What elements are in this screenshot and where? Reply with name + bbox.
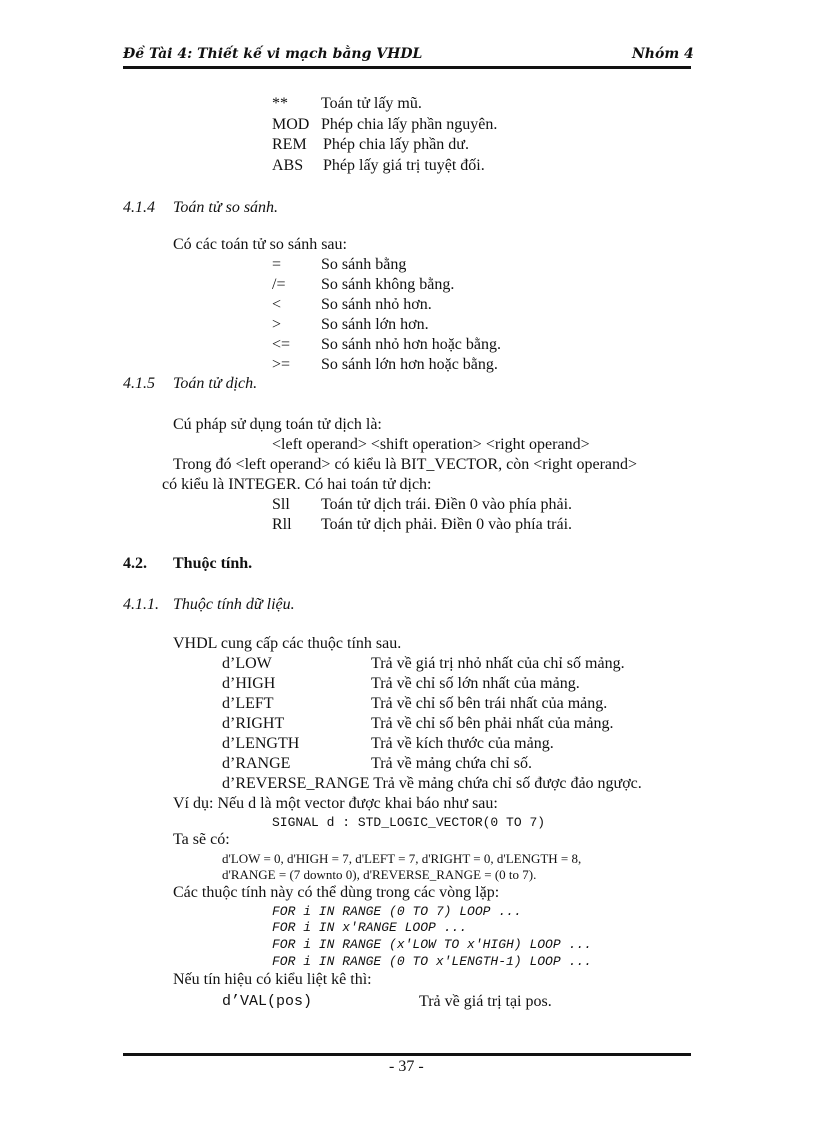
paragraph: có kiểu là INTEGER. Có hai toán tử dịch: xyxy=(162,476,432,493)
op-symbol: <= xyxy=(272,336,291,353)
section-title: Toán tử so sánh. xyxy=(173,199,279,216)
op-desc: So sánh bằng xyxy=(321,256,407,273)
op-desc: Phép lấy giá trị tuyệt đối. xyxy=(323,157,485,174)
section-title: Thuộc tính dữ liệu. xyxy=(173,596,295,613)
op-desc: Phép chia lấy phần dư. xyxy=(323,136,469,153)
header-rule xyxy=(123,66,691,69)
attr-name: d’LOW xyxy=(222,655,272,672)
code-line: SIGNAL d : STD_LOGIC_VECTOR(0 TO 7) xyxy=(272,815,546,830)
section-number: 4.1.5 xyxy=(123,375,155,392)
code-line: FOR i IN RANGE (0 TO 7) LOOP ... xyxy=(272,904,522,919)
attr-desc: Trả về giá trị nhỏ nhất của chỉ số mảng. xyxy=(371,655,625,672)
op-desc: So sánh lớn hơn hoặc bằng. xyxy=(321,356,498,373)
op-symbol: > xyxy=(272,316,282,333)
op-desc: Phép chia lấy phần nguyên. xyxy=(321,116,498,133)
op-desc: So sánh nhỏ hơn hoặc bằng. xyxy=(321,336,501,353)
code-line: FOR i IN RANGE (0 TO x'LENGTH-1) LOOP ... xyxy=(272,954,592,969)
page-number: - 37 - xyxy=(389,1058,424,1075)
attr-desc: Trả về kích thước của mảng. xyxy=(371,735,554,752)
paragraph: Trong đó <left operand> có kiểu là BIT_VECTOR, còn <right operand> xyxy=(173,456,638,473)
attr-line: d’REVERSE_RANGE Trả về mảng chứa chỉ số được đảo ngược. xyxy=(222,775,642,792)
attr-desc: Trả về mảng chứa chỉ số. xyxy=(371,755,532,772)
result-line: d'LOW = 0, d'HIGH = 7, d'LEFT = 7, d'RIGHT = 0, d'LENGTH = 8, xyxy=(222,851,582,866)
attr-name: d’RIGHT xyxy=(222,715,285,732)
footer-rule xyxy=(123,1053,691,1056)
result-line: d'RANGE = (7 downto 0), d'REVERSE_RANGE = (0 to 7). xyxy=(222,867,537,882)
paragraph: Các thuộc tính này có thể dùng trong các vòng lặp: xyxy=(173,884,500,901)
attr-name: d’RANGE xyxy=(222,755,291,772)
syntax-line: <left operand> <shift operation> <right operand> xyxy=(272,436,590,453)
header-group: Nhóm 4 xyxy=(632,46,694,62)
header-title: Đề Tài 4: Thiết kế vi mạch bằng VHDL xyxy=(123,46,423,62)
op-desc: So sánh không bằng. xyxy=(321,276,455,293)
op-desc: So sánh lớn hơn. xyxy=(321,316,429,333)
attr-desc: Trả về chỉ số lớn nhất của mảng. xyxy=(371,675,580,692)
attr-desc: Trả về chỉ số bên phải nhất của mảng. xyxy=(371,715,614,732)
paragraph: VHDL cung cấp các thuộc tính sau. xyxy=(173,635,402,652)
section-title: Thuộc tính. xyxy=(173,555,253,572)
section-title: Toán tử dịch. xyxy=(173,375,258,392)
op-symbol: REM xyxy=(272,136,307,153)
op-symbol: Rll xyxy=(272,516,292,533)
paragraph: Ta sẽ có: xyxy=(173,831,230,848)
attr-name: d’LEFT xyxy=(222,695,274,712)
op-symbol: >= xyxy=(272,356,291,373)
op-symbol: ** xyxy=(272,95,288,112)
op-symbol: < xyxy=(272,296,282,313)
attr-name: d’LENGTH xyxy=(222,735,300,752)
op-desc: Toán tử dịch phải. Điền 0 vào phía trái. xyxy=(321,516,573,533)
attr-desc: Trả về chỉ số bên trái nhất của mảng. xyxy=(371,695,608,712)
op-symbol: = xyxy=(272,256,282,273)
code-line: d’VAL(pos) xyxy=(222,993,313,1010)
attr-name: d’HIGH xyxy=(222,675,276,692)
op-symbol: MOD xyxy=(272,116,310,133)
paragraph: Có các toán tử so sánh sau: xyxy=(173,236,347,253)
op-symbol: ABS xyxy=(272,157,304,174)
op-desc: Toán tử dịch trái. Điền 0 vào phía phải. xyxy=(321,496,573,513)
paragraph: Nếu tín hiệu có kiểu liệt kê thì: xyxy=(173,971,372,988)
code-line: FOR i IN x'RANGE LOOP ... xyxy=(272,920,468,935)
paragraph: Ví dụ: Nếu d là một vector được khai báo như sau: xyxy=(173,795,498,812)
op-symbol: Sll xyxy=(272,496,290,513)
op-symbol: /= xyxy=(272,276,286,293)
section-number: 4.1.4 xyxy=(123,199,155,216)
attr-desc: Trả về giá trị tại pos. xyxy=(419,993,552,1010)
paragraph: Cú pháp sử dụng toán tử dịch là: xyxy=(173,416,382,433)
section-number: 4.2. xyxy=(123,555,147,572)
code-line: FOR i IN RANGE (x'LOW TO x'HIGH) LOOP ... xyxy=(272,937,592,952)
op-desc: So sánh nhỏ hơn. xyxy=(321,296,432,313)
op-desc: Toán tử lấy mũ. xyxy=(321,95,422,112)
section-number: 4.1.1. xyxy=(123,596,159,613)
